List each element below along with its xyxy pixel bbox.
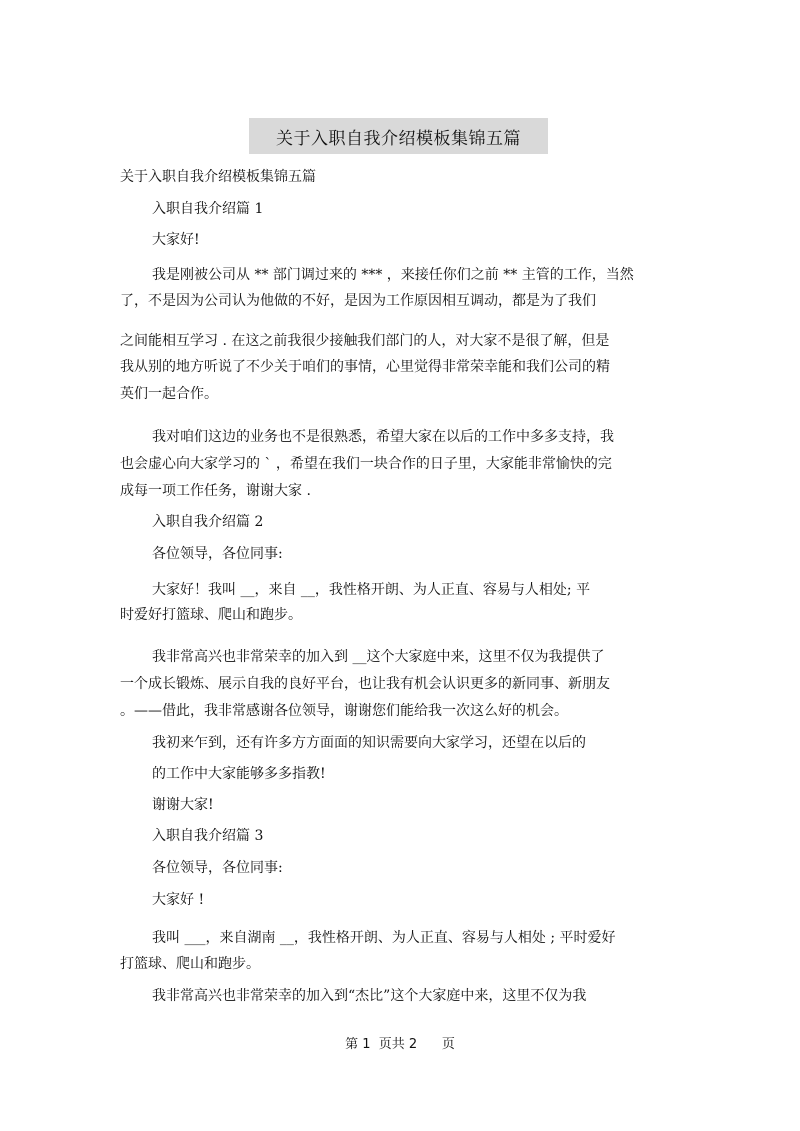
body-line: 大家好 ! xyxy=(152,892,205,908)
body-line: 我非常高兴也非常荣幸的加入到“杰比”这个大家庭中来，这里不仅为我 xyxy=(152,988,587,1004)
body-line: 打篮球、爬山和跑步。 xyxy=(120,956,260,972)
document-title-banner xyxy=(249,118,548,154)
section-heading: 入职自我介绍篇 1 xyxy=(152,201,264,217)
body-line: 我叫 ___，来自湖南 __，我性格开朗、为人正直、容易与人相处 ; 平时爱好 xyxy=(152,930,616,946)
body-line: 成每一项工作任务，谢谢大家 . xyxy=(120,483,311,499)
body-line: 各位领导，各位同事: xyxy=(152,546,283,562)
body-line: 。——借此，我非常感谢各位领导，谢谢您们能给我一次这么好的机会。 xyxy=(120,703,568,719)
body-line: 大家好！我叫 __，来自 __，我性格开朗、为人正直、容易与人相处; 平 xyxy=(152,582,591,598)
body-line: 关于入职自我介绍模板集锦五篇 xyxy=(120,169,316,185)
body-line: 谢谢大家! xyxy=(152,797,214,813)
body-line: 我非常高兴也非常荣幸的加入到 __这个大家庭中来，这里不仅为我提供了 xyxy=(152,649,605,665)
body-line: 的工作中大家能够多多指教! xyxy=(152,766,326,782)
body-line: 时爱好打篮球、爬山和跑步。 xyxy=(120,607,302,623)
body-line: 了，不是因为公司认为他做的不好，是因为工作原因相互调动，都是为了我们 xyxy=(120,293,596,309)
body-line: 一个成长锻炼、展示自我的良好平台，也让我有机会认识更多的新同事、新朋友 xyxy=(120,676,610,692)
body-line: 之间能相互学习 . 在这之前我很少接触我们部门的人，对大家不是很了解，但是 xyxy=(120,333,610,349)
body-line: 我从别的地方听说了不少关于咱们的事情，心里觉得非常荣幸能和我们公司的精 xyxy=(120,359,610,375)
body-line: 大家好! xyxy=(152,232,200,248)
section-heading: 入职自我介绍篇 2 xyxy=(152,514,264,530)
body-line: 我对咱们这边的业务也不是很熟悉，希望大家在以后的工作中多多支持，我 xyxy=(152,429,614,445)
body-line: 各位领导，各位同事: xyxy=(152,860,283,876)
body-line: 我是刚被公司从 ** 部门调过来的 *** ，来接任你们之前 ** 主管的工作，当然 xyxy=(152,267,634,283)
section-heading: 入职自我介绍篇 3 xyxy=(152,828,264,844)
body-line: 也会虚心向大家学习的 ` ，希望在我们一块合作的日子里，大家能非常愉快的完 xyxy=(120,456,612,472)
body-line: 我初来乍到，还有许多方方面面的知识需要向大家学习，还望在以后的 xyxy=(152,735,586,751)
page-footer: 第 1 页共 2 页 xyxy=(345,1037,455,1052)
document-title: 关于入职自我介绍模板集锦五篇 xyxy=(276,128,521,149)
body-line: 英们一起合作。 xyxy=(120,386,218,402)
